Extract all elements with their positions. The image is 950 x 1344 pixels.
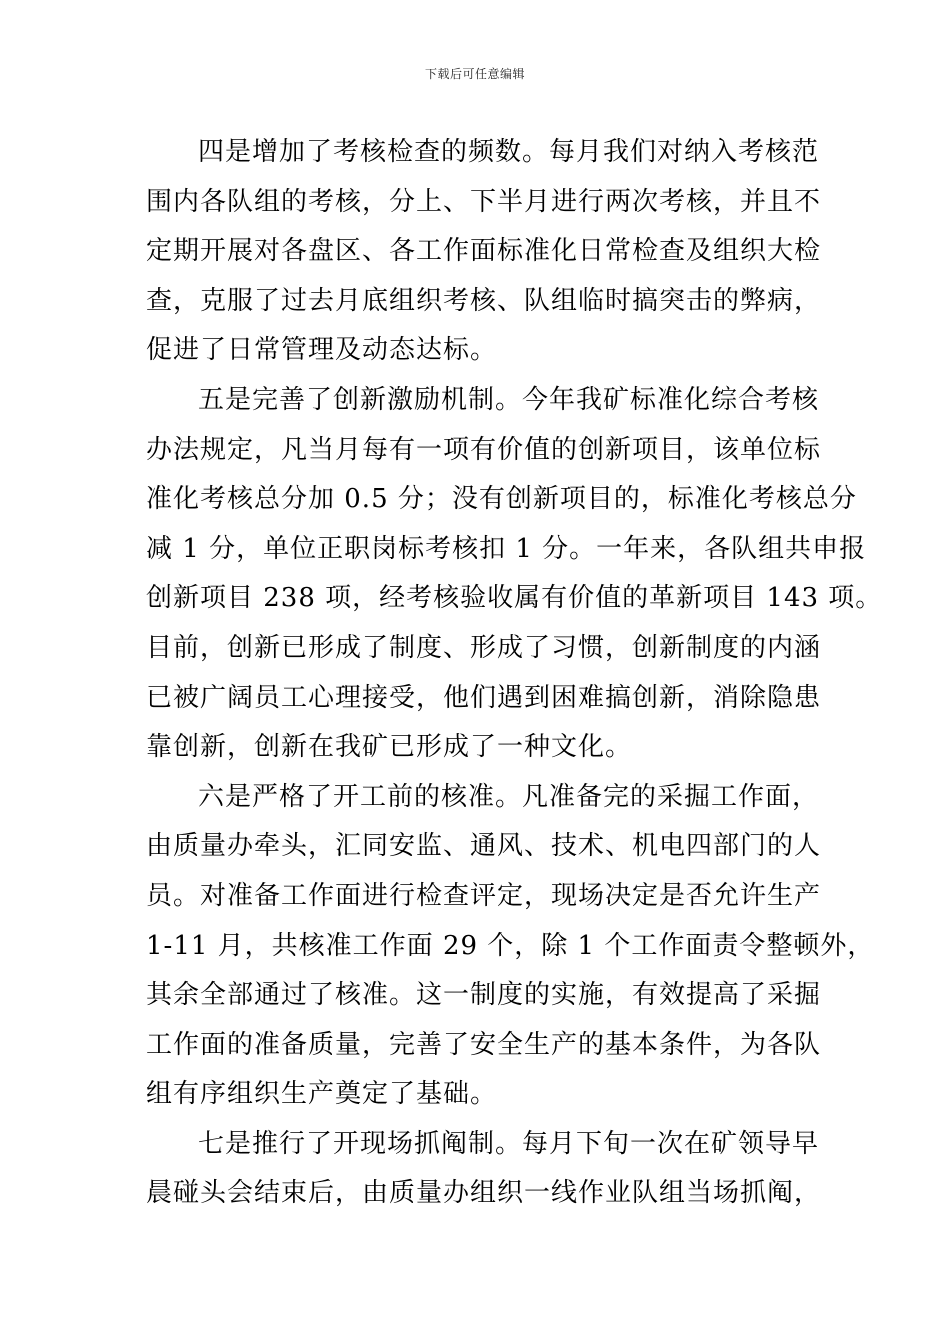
text-line: 围内各队组的考核，分上、下半月进行两次考核，并且不 — [146, 186, 822, 217]
text-line: 减 1 分，单位正职岗标考核扣 1 分。一年来，各队组共申报 — [146, 533, 867, 564]
header-note: 下载后可任意编辑 — [424, 67, 525, 81]
text-line: 创新项目 238 项，经考核验收属有价值的革新项目 143 项。 — [146, 583, 883, 614]
body-text — [146, 128, 883, 1219]
paragraph-4 — [146, 128, 822, 376]
text-line: 组有序组织生产奠定了基础。 — [146, 1079, 498, 1110]
text-line: 其余全部通过了核准。这一制度的实施，有效提高了采掘 — [146, 980, 822, 1011]
text-line: 晨碰头会结束后，由质量办组织一线作业队组当场抓阄， — [146, 1178, 822, 1209]
text-line: 员。对准备工作面进行检查评定，现场决定是否允许生产 — [146, 880, 822, 911]
text-line: 促进了日常管理及动态达标。 — [146, 335, 498, 366]
text-line: 目前，创新已形成了制度、形成了习惯，创新制度的内涵 — [146, 632, 822, 663]
text-line: 七是推行了开现场抓阄制。每月下旬一次在矿领导早 — [198, 1128, 820, 1159]
text-line: 查，克服了过去月底组织考核、队组临时搞突击的弊病， — [146, 285, 822, 316]
text-line: 靠创新，创新在我矿已形成了一种文化。 — [146, 732, 633, 763]
paragraph-5 — [146, 376, 883, 773]
text-line: 1-11 月，共核准工作面 29 个，除 1 个工作面责令整顿外， — [146, 930, 875, 961]
text-line: 五是完善了创新激励机制。今年我矿标准化综合考核 — [198, 384, 820, 415]
text-line: 定期开展对各盘区、各工作面标准化日常检查及组织大检 — [146, 236, 822, 267]
text-line: 工作面的准备质量，完善了安全生产的基本条件，为各队 — [146, 1029, 822, 1060]
text-line: 准化考核总分加 0.5 分；没有创新项目的，标准化考核总分 — [146, 484, 857, 515]
paragraph-7 — [146, 1120, 822, 1219]
text-line: 办法规定，凡当月每有一项有价值的创新项目，该单位标 — [146, 434, 822, 465]
text-line: 六是严格了开工前的核准。凡准备完的采掘工作面， — [198, 781, 820, 812]
text-line: 已被广阔员工心理接受，他们遇到困难搞创新，消除隐患 — [146, 682, 822, 713]
paragraph-6 — [146, 773, 875, 1120]
text-line: 四是增加了考核检查的频数。每月我们对纳入考核范 — [198, 137, 820, 167]
text-line: 由质量办牵头，汇同安监、通风、技术、机电四部门的人 — [146, 831, 822, 862]
